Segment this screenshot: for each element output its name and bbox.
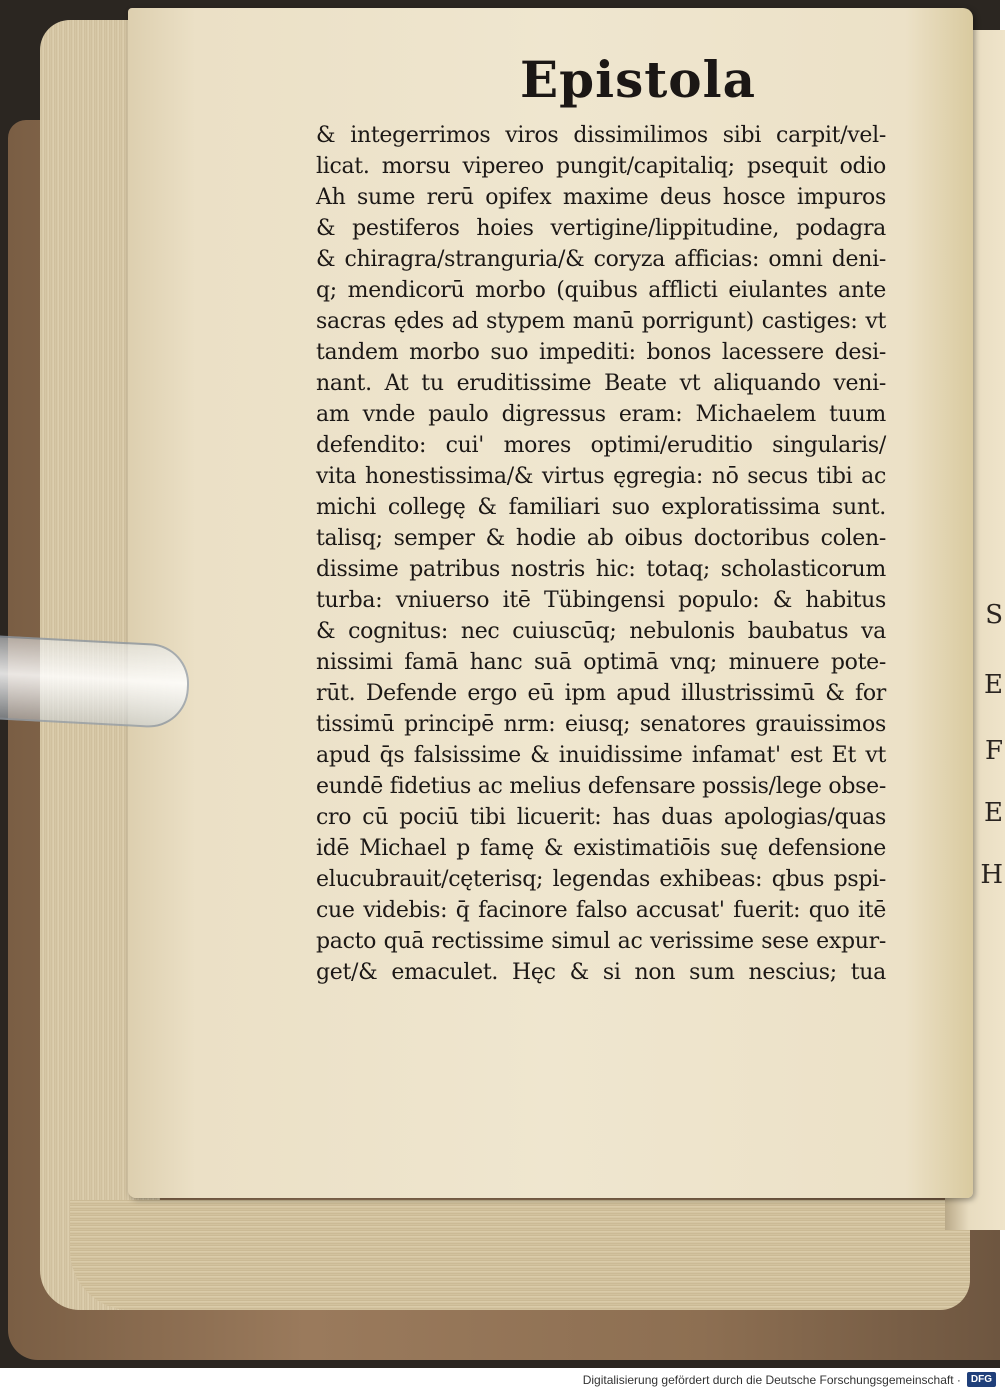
text-line: tandem morbo suo impediti: bonos lacessere desi- xyxy=(316,340,886,365)
text-line: get/& emaculet. Hęc & si non sum nescius; tua xyxy=(316,960,886,985)
text-line: cro cū pociū tibi licuerit: has duas apologias/quas xyxy=(316,805,886,830)
facing-page-letter: S xyxy=(985,600,1003,630)
facing-page-letter: E xyxy=(984,670,1003,700)
text-line: cue videbis: q̄ facinore falso accusat' fuerit: quo itē xyxy=(316,898,886,923)
dfg-logo-icon: DFG xyxy=(967,1372,996,1387)
text-line: & chiragra/stranguria/& coryza afficias: omni deni- xyxy=(316,247,886,272)
text-line: & pestiferos hoies vertigine/lippitudine, podagra xyxy=(316,216,886,241)
text-line: & cognitus: nec cuiuscūq; nebulonis baubatus va xyxy=(316,619,886,644)
text-line: apud q̄s falsissime & inuidissime infamat' est Et vt xyxy=(316,743,886,768)
facing-page-letter: E xyxy=(984,798,1003,828)
text-line: am vnde paulo digressus eram: Michaelem tuum xyxy=(316,402,886,427)
text-line: nant. At tu eruditissime Beate vt aliquando veni- xyxy=(316,371,886,396)
text-line: talisq; semper & hodie ab oibus doctoribus colen- xyxy=(316,526,886,551)
text-line: Ah sume rerū opifex maxime deus hosce impuros xyxy=(316,185,886,210)
page-holder-clip xyxy=(0,635,191,730)
footer-bar xyxy=(0,1368,1000,1391)
text-line: rūt. Defende ergo eū ipm apud illustrissimū & for xyxy=(316,681,886,706)
text-line: pacto quā rectissime simul ac verissime sese expur- xyxy=(316,929,886,954)
text-line: nissimi famā hanc suā optimā vnq; minuere pote- xyxy=(316,650,886,675)
text-line: elucubrauit/cęterisq; legendas exhibeas: qbus pspi- xyxy=(316,867,886,892)
page-text xyxy=(316,120,886,988)
text-line: q; mendicorū morbo (quibus afflicti eiulantes ante xyxy=(316,278,886,303)
facing-page-letter: H xyxy=(980,860,1003,890)
footer-credit: Digitalisierung gefördert durch die Deutsche Forschungsgemeinschaft · xyxy=(582,1372,961,1387)
text-line: idē Michael p famę & existimatiōis suę defensione xyxy=(316,836,886,861)
text-line: eundē fidetius ac melius defensare possis/lege obse- xyxy=(316,774,886,799)
text-line: defendito: cui' mores optimi/eruditio singularis/ xyxy=(316,433,886,458)
page-stack-bottom xyxy=(70,1200,970,1310)
text-line: dissime patribus nostris hic: totaq; scholasticorum xyxy=(316,557,886,582)
page-heading: Epistola xyxy=(520,50,757,109)
facing-page-letter: F xyxy=(984,736,1003,766)
text-line: licat. morsu vipereo pungit/capitaliq; psequit odio xyxy=(316,154,886,179)
text-line: turba: vniuerso itē Tübingensi populo: & habitus xyxy=(316,588,886,613)
text-line: vita honestissima/& virtus ęgregia: nō secus tibi ac xyxy=(316,464,886,489)
text-line: sacras ędes ad stypem manū porrigunt) castiges: vt xyxy=(316,309,886,334)
text-line: michi collegę & familiari suo exploratissima sunt. xyxy=(316,495,886,520)
text-line: tissimū principē nrm: eiusq; senatores grauissimos xyxy=(316,712,886,737)
text-line: & integerrimos viros dissimilimos sibi carpit/vel- xyxy=(316,123,886,148)
